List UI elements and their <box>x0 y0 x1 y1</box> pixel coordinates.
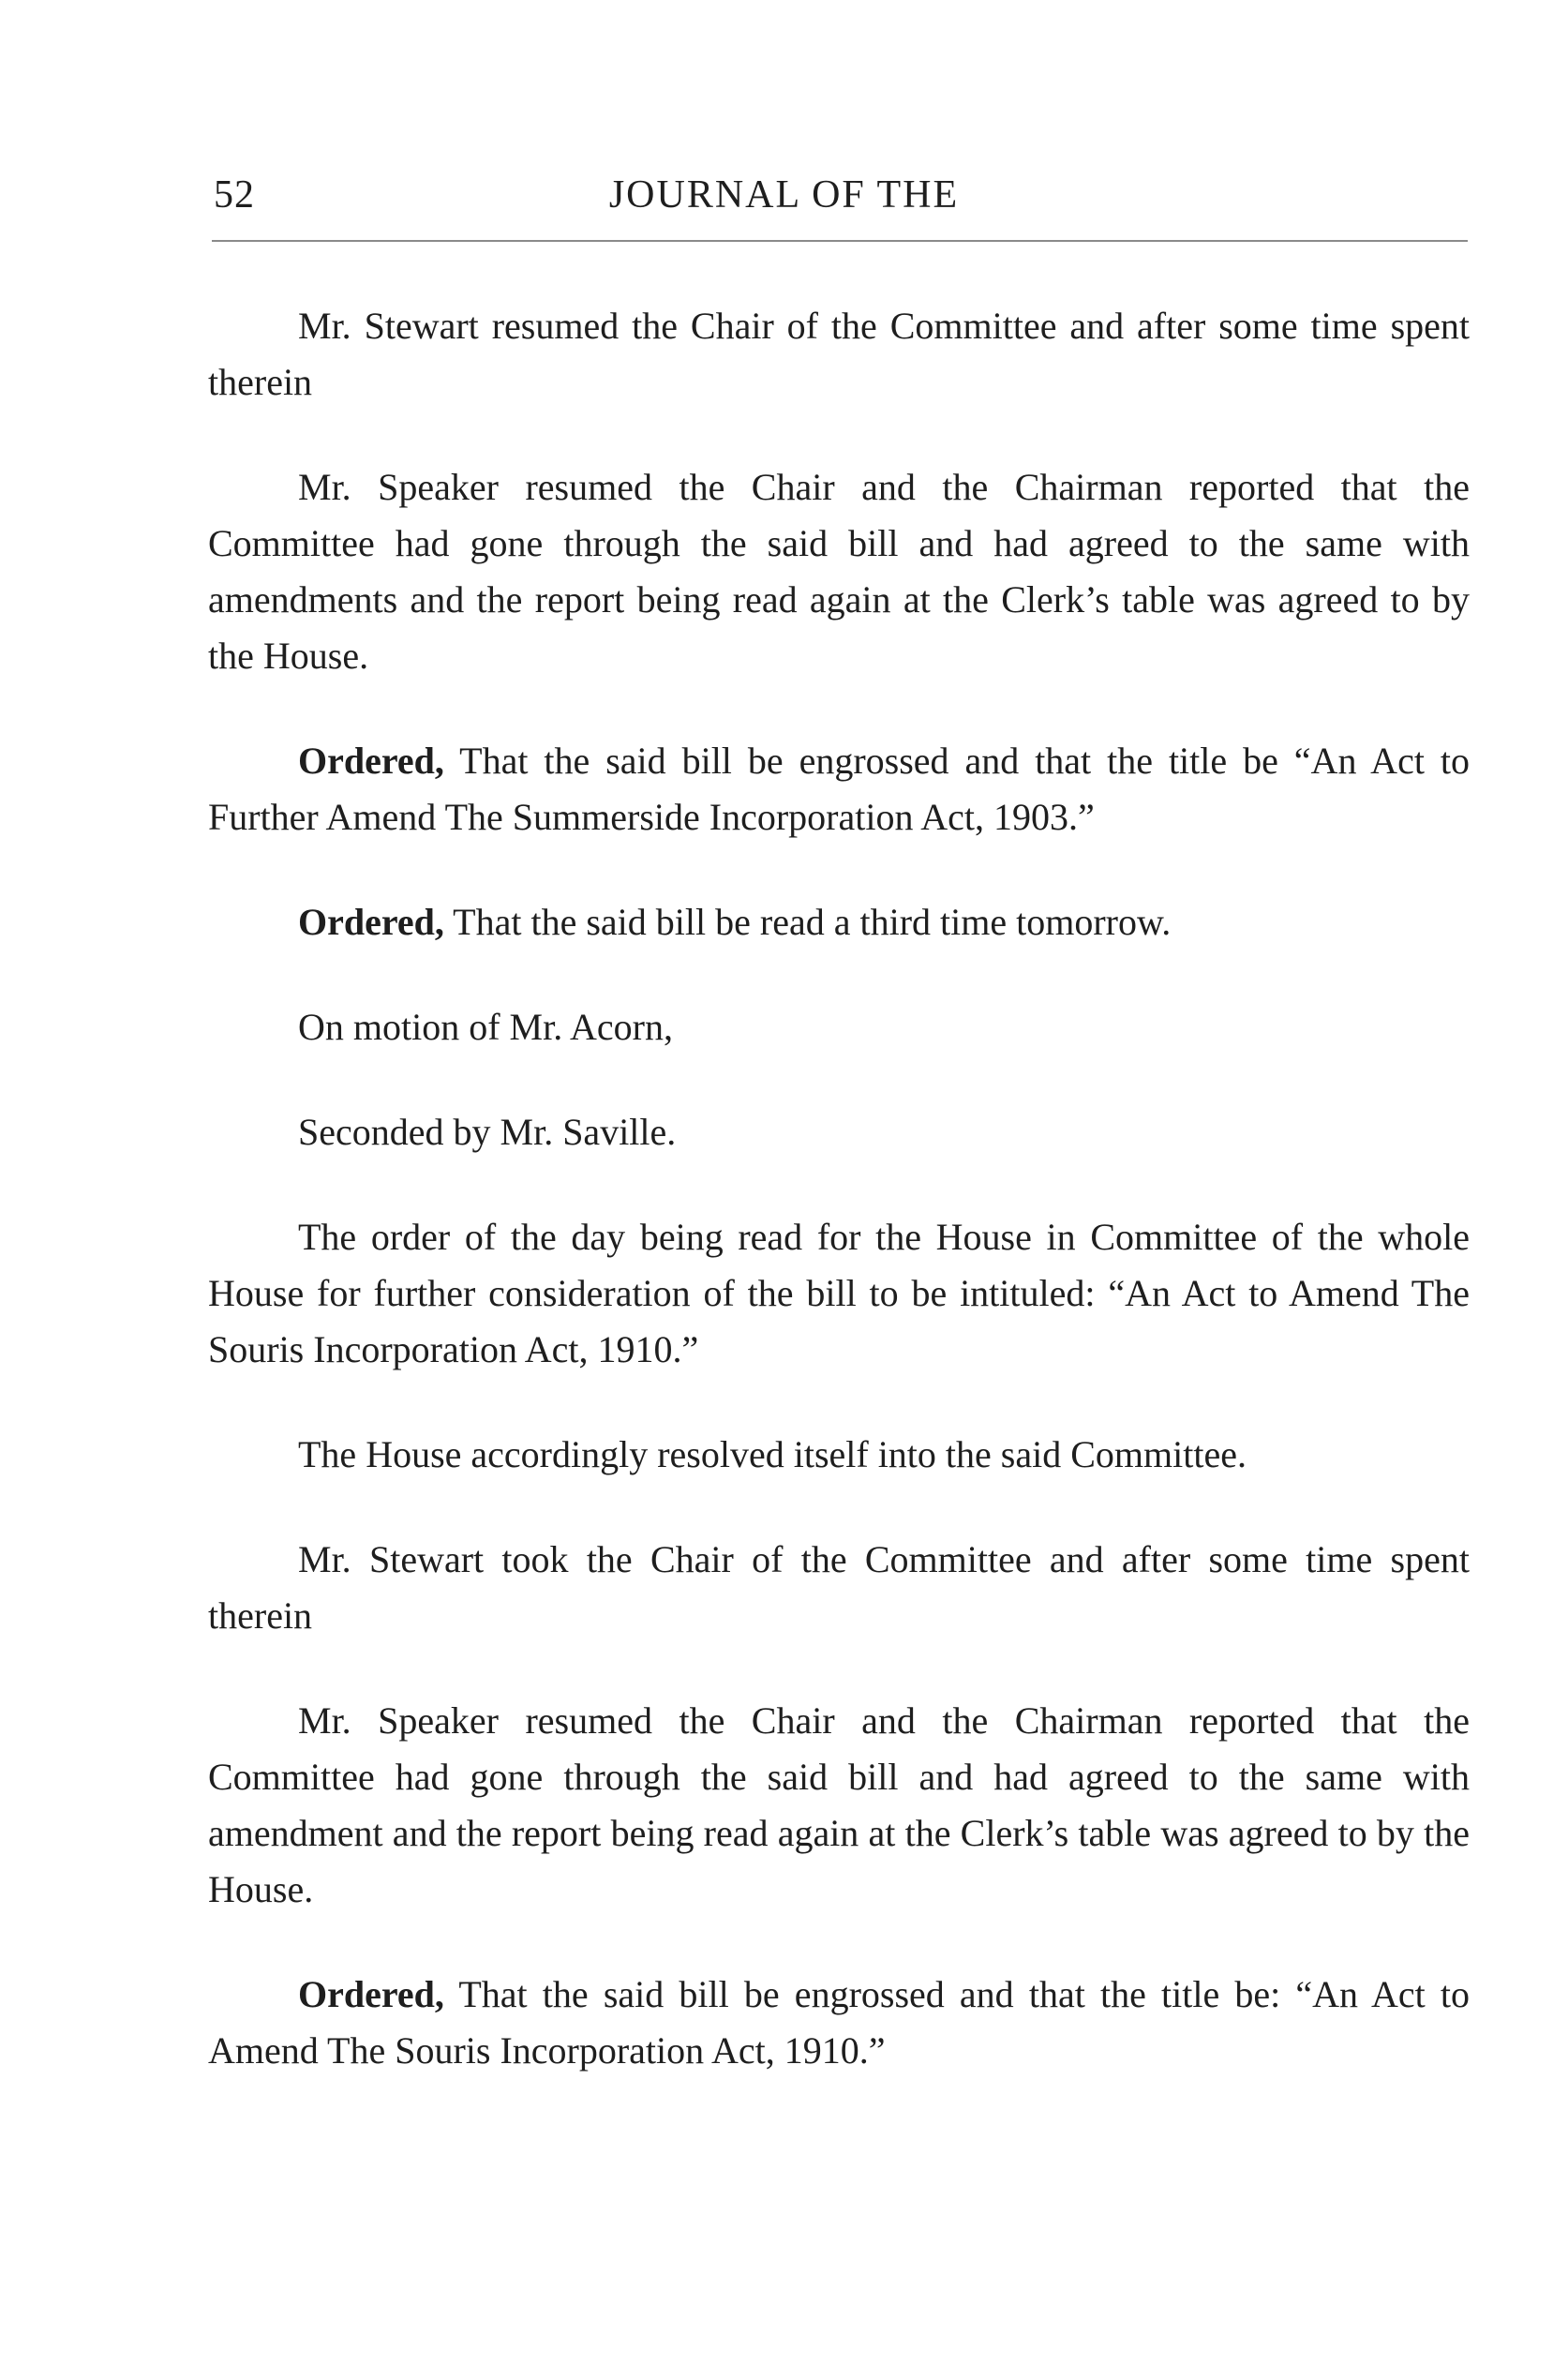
page-number: 52 <box>214 173 255 217</box>
paragraph-lead: Ordered, <box>298 740 444 782</box>
paragraph-lead: Ordered, <box>298 1973 444 2015</box>
journal-body <box>208 298 1470 2128</box>
paragraph-ordered-engrossed <box>208 733 1470 845</box>
paragraph-committee-resumed <box>208 298 1470 411</box>
paragraph-lead: Ordered, <box>298 901 444 943</box>
paragraph-text: That the said bill be read a third time tomorrow. <box>443 901 1172 943</box>
paragraph-house-resolved <box>208 1427 1470 1483</box>
paragraph-speaker-report-2 <box>208 1693 1470 1918</box>
paragraph-text: The House accordingly resolved itself into the said Committee. <box>298 1433 1247 1475</box>
paragraph-text: Mr. Speaker resumed the Chair and the Chairman reported that the Committee had gone through the said bill and had agreed to the same with amendment and the report being read again at the Clerk’s table was agreed to by the House. <box>208 1699 1470 1910</box>
paragraph-text: On motion of Mr. Acorn, <box>298 1006 673 1048</box>
paragraph-text: That the said bill be engrossed and that the title be: “An Act to Amend The Souris Incorporation Act, 1910.” <box>208 1973 1470 2072</box>
paragraph-seconded <box>208 1104 1470 1160</box>
paragraph-order-of-day <box>208 1209 1470 1378</box>
paragraph-text: That the said bill be engrossed and that the title be “An Act to Further Amend The Summerside Incorporation Act, 1903.” <box>208 740 1470 838</box>
paragraph-speaker-report <box>208 459 1470 684</box>
running-head: JOURNAL OF THE <box>608 173 960 217</box>
paragraph-text: The order of the day being read for the House in Committee of the whole House for further consideration of the bill to be intituled: “An Act to Amend The Souris Incorporation Act, 1910.” <box>208 1216 1470 1370</box>
paragraph-ordered-third-reading <box>208 894 1470 950</box>
paragraph-ordered-engrossed-2 <box>208 1967 1470 2079</box>
paragraph-text: Seconded by Mr. Saville. <box>298 1111 677 1153</box>
header-rule <box>212 240 1468 242</box>
paragraph-motion <box>208 999 1470 1055</box>
paragraph-text: Mr. Stewart resumed the Chair of the Committee and after some time spent therein <box>208 305 1470 403</box>
paragraph-text: Mr. Stewart took the Chair of the Committee and after some time spent therein <box>208 1538 1470 1637</box>
page-header <box>0 167 1568 223</box>
paragraph-stewart-chair <box>208 1532 1470 1644</box>
paragraph-text: Mr. Speaker resumed the Chair and the Chairman reported that the Committee had gone through the said bill and had agreed to the same with amendments and the report being read again at the Clerk’s table was agreed to by the House. <box>208 466 1470 677</box>
